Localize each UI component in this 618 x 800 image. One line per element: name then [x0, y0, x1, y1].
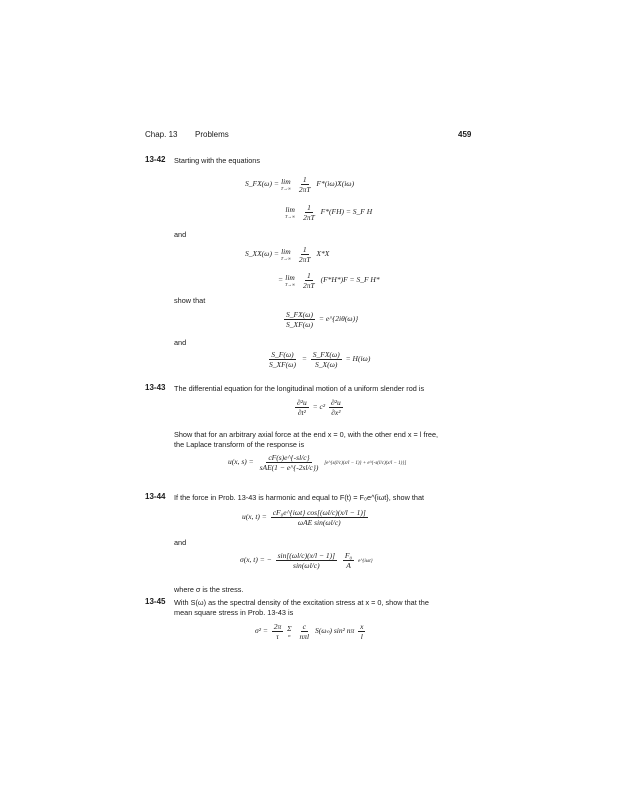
problem-13-44-where: where σ is the stress.: [174, 585, 244, 594]
eq-13-42-3: S_XX(ω) = lim T→∞ $\frac{1}{2\pi T}$ X*X: [245, 245, 330, 264]
eq-13-42-4: = lim T→∞ $\frac{1}{2\pi T}$ (F*H*)F = S_F H*: [278, 271, 380, 290]
problem-13-45-text2: mean square stress in Prob. 13-43 is: [174, 608, 294, 617]
eq-13-43-1: $\frac{\text{∂²u}}{\text{∂t²}}$ = c² $\frac{\text{∂²u}}{\text{∂x²}}$: [297, 398, 341, 417]
problem-13-43-intro: The differential equation for the longitudinal motion of a uniform slender rod is: [174, 384, 425, 393]
problem-number-13-43: 13-43: [145, 383, 166, 392]
eq-13-44-1: u(x, t) = $\frac{\text{cF₀e\textasciicircum{}\{iωt\} cos[(ωl/c)(x/l − 1)]}}{\text{ωAE sin(ωl/c)}}$: [242, 508, 366, 527]
chapter-label: Chap. 13: [145, 130, 178, 139]
problem-number-13-44: 13-44: [145, 492, 166, 501]
problem-13-43-text2: the Laplace transform of the response is: [174, 440, 305, 449]
problem-13-44-intro: If the force in Prob. 13-43 is harmonic and equal to F(t) = F₀e^{iωt}, show that: [174, 493, 425, 502]
problem-13-45-text1: With S(ω) as the spectral density of the excitation stress at x = 0, show that the: [174, 598, 429, 607]
problem-number-13-45: 13-45: [145, 597, 166, 606]
eq-13-44-2: σ(x, t) = − $\frac{\sin[(\omega l/c)(x/l - 1)]}{\sin(\omega l/c)}$ $\frac{\text{F₀}}{A}$ e^{iωt}: [240, 551, 373, 570]
page-number: 459: [458, 130, 472, 139]
section-label: Problems: [195, 130, 229, 139]
show-that-13-42: show that: [174, 296, 206, 305]
eq-13-42-6: $\frac{S\_F(\omega)}{S\_XF(\omega)}$ = $\frac{S\_FX(\omega)}{S\_X(\omega)}$ = H(iω): [269, 350, 371, 369]
problem-number-13-42: 13-42: [145, 155, 166, 164]
and-13-42-2: and: [174, 338, 187, 347]
problem-13-42-intro: Starting with the equations: [174, 156, 260, 165]
eq-13-45-1: σ² = $\frac{2\pi}{\tau}$ Σ n $\frac{c}{\text{nπl}}$ S(ωₙ) sin² nπ $\frac{x}{l}$: [255, 622, 364, 641]
eq-13-43-2: u(x, s) = $\frac{cF(s)e\^{}\{-sl/c\}}{\text{sAE(1 − e\textasciicircum{}\{-2sl/c\})}}$ [e^{s(l/c)(x/l − 1)} + e^{-s(l/c)(x/l − 1)}]: [228, 453, 407, 472]
eq-13-42-1: S_FX(ω) = lim T→∞ $\frac{1}{2\pi T}$ F*(iω)X(iω): [245, 175, 355, 194]
eq-13-42-2: lim T→∞ $\frac{1}{2\pi T}$ F*(FH) = S_F H: [285, 203, 373, 222]
and-13-42-1: and: [174, 230, 187, 239]
and-13-44: and: [174, 538, 187, 547]
eq-13-42-5: $\frac{S\_FX(\omega)}{S\_XF(\omega)}$ = e^{2iθ(ω)}: [286, 310, 359, 329]
problem-13-43-text1: Show that for an arbitrary axial force at the end x = 0, with the other end x = l free,: [174, 430, 439, 439]
